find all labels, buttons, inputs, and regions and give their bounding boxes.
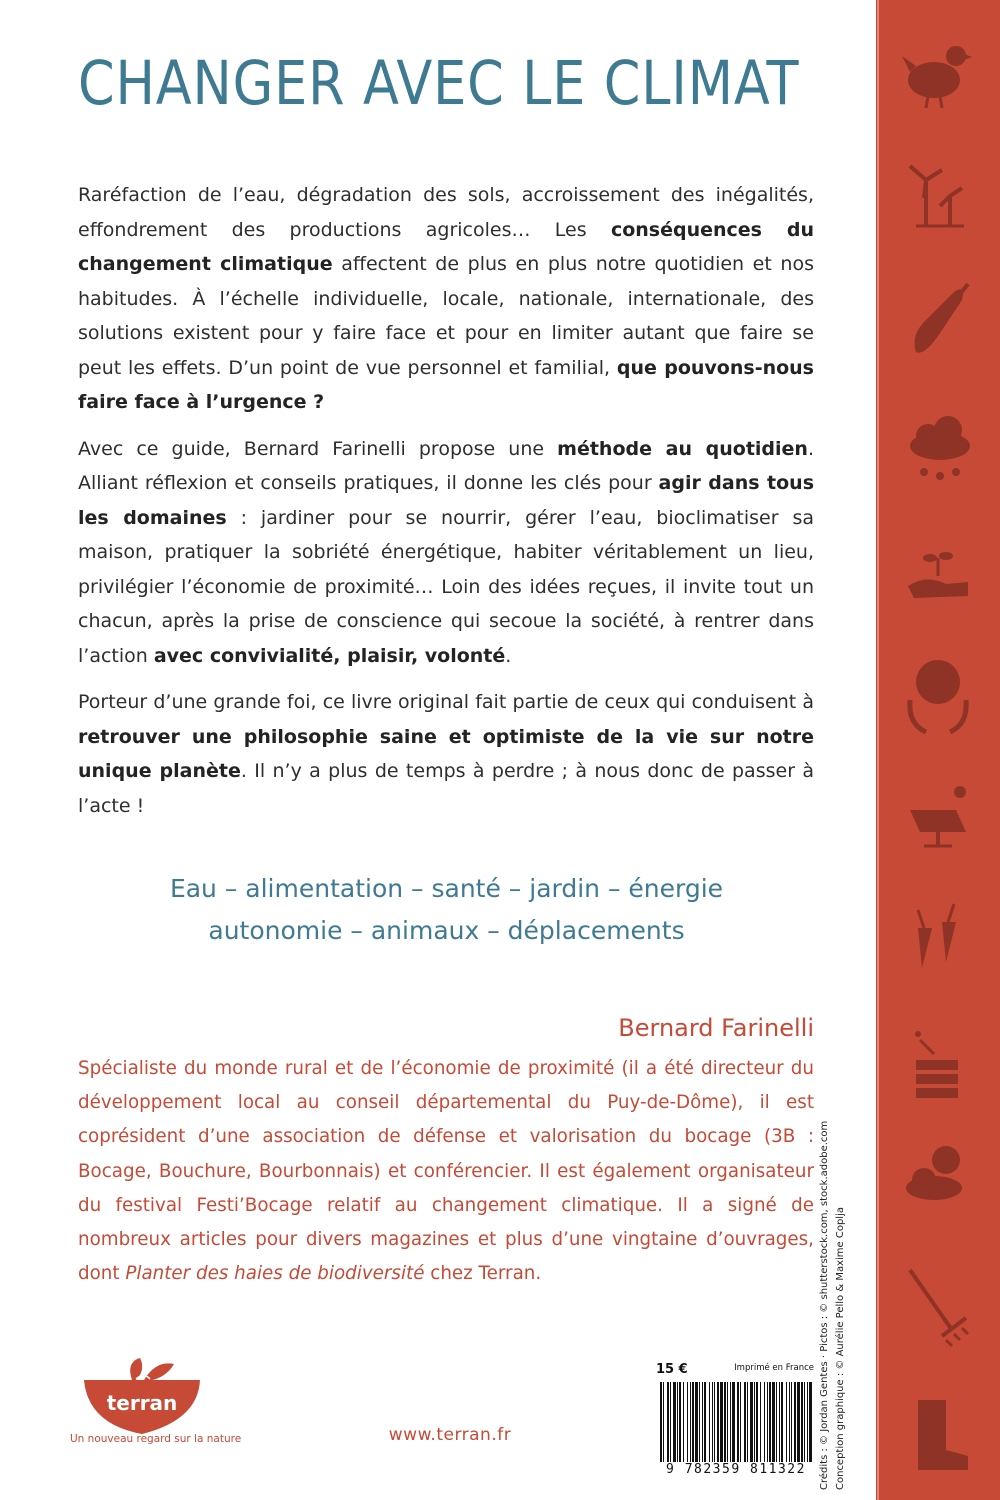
- icon-strip: [876, 0, 1000, 1500]
- barcode-bar: [720, 1382, 723, 1462]
- logo-wordmark: terran: [106, 1391, 178, 1415]
- barcode-bar: [794, 1382, 796, 1462]
- text-segment: Raréfaction de l’eau, dégradation des sols, accroissement des inégalités, effondrement des productions agricoles… Les: [78, 184, 814, 241]
- barcode-bar: [730, 1382, 731, 1462]
- author-bio: [78, 1052, 814, 1291]
- emphasis: méthode au quotidien: [557, 437, 808, 460]
- barcode-bar: [744, 1382, 746, 1462]
- barcode-bar: [797, 1382, 800, 1462]
- barcode-bar: [663, 1382, 664, 1462]
- barcode-bar: [714, 1382, 715, 1462]
- text-segment: : jardiner pour se nourrir, gérer l’eau, bioclimatiser sa maison, pratiquer la sobriété énergétique, habiter véritablement un lieu, privilégier l’économie de proximité… Loin des idées reçues, il invite tout un chacun, après la prise de conscience qui secoue la société, à rentrer dans l’action: [78, 506, 814, 667]
- barcode-bar: [695, 1382, 698, 1462]
- barcode-bar: [737, 1382, 739, 1462]
- barcode-bar: [683, 1382, 684, 1462]
- book-title: CHANGER AVEC LE CLIMAT: [78, 48, 800, 119]
- publisher-tagline: Un nouveau regard sur la nature: [70, 1433, 242, 1445]
- text-segment: Avec ce guide, Bernard Farinelli propose une: [78, 437, 558, 460]
- barcode-bar: [764, 1382, 765, 1462]
- barcode-bar: [670, 1382, 671, 1462]
- barcode: [658, 1382, 814, 1462]
- barcode-bar: [781, 1382, 783, 1462]
- keywords: [80, 868, 813, 952]
- credits-design: Conception graphique : © Aurélie Pello & Maxime Coplja: [835, 1207, 846, 1490]
- barcode-bar: [727, 1382, 728, 1462]
- price: 15 €: [656, 1362, 688, 1377]
- text-segment: affectent de plus en plus notre quotidien et nos habitudes. À l’échelle individuelle, locale, nationale, internationale, des solutions existent pour y faire face et pour en limiter autant que faire se peut les effets. D’un point de vue personnel et familial,: [78, 253, 814, 379]
- barcode-bar: [709, 1382, 710, 1462]
- text-segment: . Alliant réflexion et conseils pratiques, il donne les clés pour: [78, 437, 814, 494]
- author-bio-end: chez Terran.: [424, 1263, 542, 1285]
- barcode-bar: [807, 1382, 808, 1462]
- publisher-url[interactable]: www.terran.fr: [388, 1425, 512, 1445]
- emphasis: que pouvons-nous faire face à l’urgence ?: [78, 356, 814, 413]
- barcode-area: [654, 1360, 814, 1478]
- barcode-bar: [692, 1382, 694, 1462]
- barcode-bar: [772, 1382, 775, 1462]
- barcode-bar: [750, 1382, 753, 1462]
- text-segment: .: [505, 644, 512, 667]
- barcode-bar: [801, 1382, 803, 1462]
- isbn-number: 9 782359 811322: [666, 1462, 806, 1477]
- barcode-bar: [769, 1382, 771, 1462]
- barcode-bar: [804, 1382, 805, 1462]
- text-segment: . Il n’y a plus de temps à perdre ; à nous donc de passer à l’acte !: [78, 760, 815, 817]
- barcode-bar: [712, 1382, 713, 1462]
- barcode-bar: [699, 1382, 700, 1462]
- barcode-bar: [702, 1382, 703, 1462]
- barcode-bar: [704, 1382, 706, 1462]
- barcode-bar: [747, 1382, 748, 1462]
- barcode-bar: [673, 1382, 676, 1462]
- barcode-bar: [776, 1382, 777, 1462]
- terran-logo: [70, 1358, 225, 1438]
- barcode-bar: [740, 1382, 741, 1462]
- barcode-bar: [779, 1382, 780, 1462]
- text-segment: Porteur d’une grande foi, ce livre original fait partie de ceux qui conduisent à: [78, 691, 814, 713]
- barcode-bar: [786, 1382, 787, 1462]
- barcode-bar: [732, 1382, 735, 1462]
- barcode-bar: [667, 1382, 669, 1462]
- barcode-bar: [789, 1382, 790, 1462]
- emphasis: agir dans tous les domaines: [78, 472, 815, 529]
- description: [78, 178, 814, 835]
- barcode-bar: [660, 1382, 662, 1462]
- description-paragraph-3: [78, 685, 814, 823]
- author-bio-book-title: Planter des haies de biodiversité: [125, 1263, 425, 1285]
- emphasis: retrouver une philosophie saine et optimiste de la vie sur notre unique planète: [78, 725, 814, 782]
- barcode-bar: [724, 1382, 726, 1462]
- author-name: Bernard Farinelli: [618, 1014, 814, 1042]
- barcode-bar: [679, 1382, 681, 1462]
- keywords-line-2: autonomie – animaux – déplacements: [208, 916, 685, 945]
- barcode-bar: [791, 1382, 792, 1462]
- barcode-bar: [687, 1382, 688, 1462]
- keywords-line-1: Eau – alimentation – santé – jardin – énergie: [169, 874, 724, 903]
- barcode-bar: [677, 1382, 678, 1462]
- description-paragraph-2: [78, 432, 814, 674]
- barcode-bar: [760, 1382, 761, 1462]
- barcode-bar: [767, 1382, 768, 1462]
- barcode-bar: [717, 1382, 719, 1462]
- description-paragraph-1: [78, 178, 814, 420]
- barcode-bar: [756, 1382, 758, 1462]
- credits: [817, 1121, 849, 1490]
- barcode-bar: [809, 1382, 812, 1462]
- emphasis: conséquences du changement climatique: [78, 218, 814, 275]
- printed-in: Imprimé en France: [734, 1363, 814, 1373]
- author-bio-text: Spécialiste du monde rural et de l’économie de proximité (il a été directeur du développement local au conseil départemental du Puy-de-Dôme), il est coprésident d’une association de défense et valorisation du bocage (3B : Bocage, Bouchure, Bourbonnais) et conférencier. Il est également organisateur du festival Festi’Bocage relatif au changement climatique. Il a signé de nombreux articles pour divers magazines et plus d’une vingtaine d’ouvrages, dont: [78, 1058, 814, 1285]
- credits-photos: Crédits : © Jordan Gentes · Pictos : © shutterstock.com, stock.adobe.com: [819, 1120, 830, 1490]
- barcode-bar: [754, 1382, 755, 1462]
- emphasis: avec convivialité, plaisir, volonté: [153, 644, 506, 667]
- barcode-bar: [690, 1382, 691, 1462]
